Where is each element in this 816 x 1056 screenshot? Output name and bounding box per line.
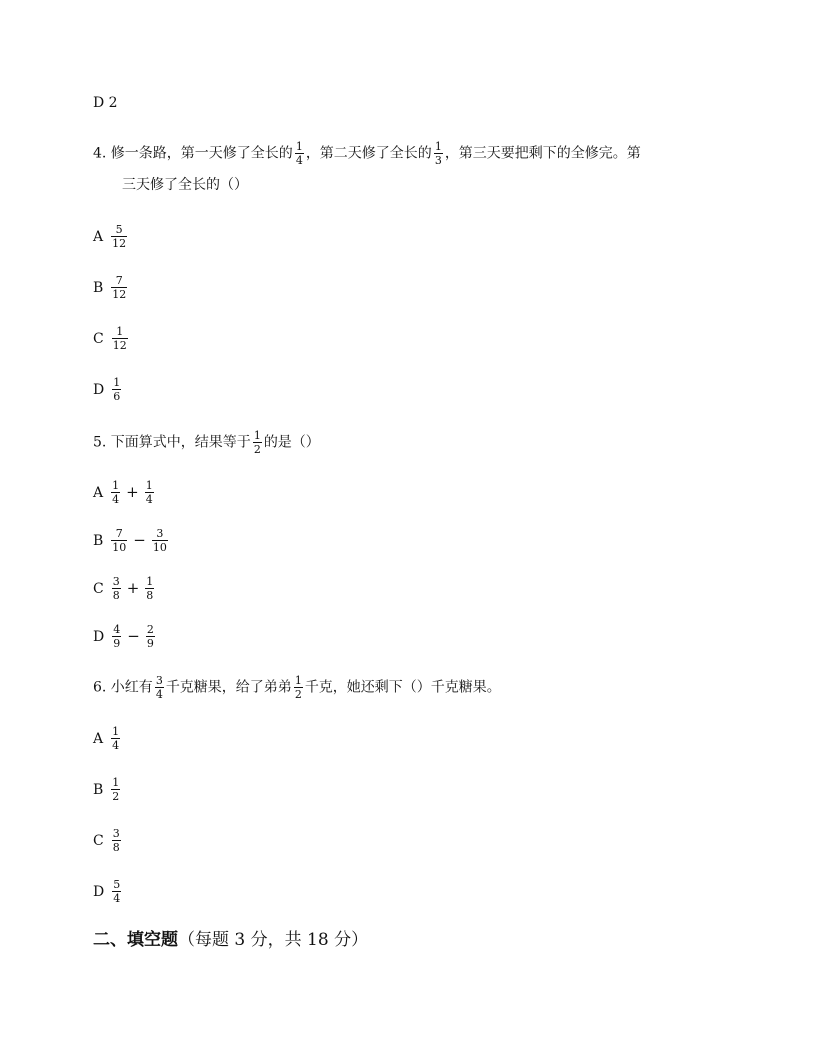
q5-option-c: C $\frac{3}{8}$ + $\frac{1}{8}$ [93, 575, 154, 602]
q6-stem-fraction-2: $\frac{1}{2}$ [294, 674, 302, 701]
q5-stem [93, 430, 320, 455]
q6-option-d-fraction: $\frac{5}{4}$ [113, 878, 121, 905]
q6-stem-fraction-1: $\frac{3}{4}$ [155, 674, 163, 701]
q5-option-a-fraction-1: $\frac{1}{4}$ [112, 479, 120, 506]
q6-option-b: B $\frac{1}{2}$ [93, 776, 120, 803]
q4-stem-line-2: 三天修了全长的（） [122, 177, 248, 193]
q5-option-c-operator: + [126, 578, 140, 597]
q4-option-d-fraction: $\frac{1}{6}$ [113, 376, 121, 403]
q6-option-c: C $\frac{3}{8}$ [93, 827, 120, 854]
q4-option-c: C $\frac{1}{12}$ [93, 325, 127, 352]
q5-option-d-fraction-1: $\frac{4}{9}$ [113, 623, 121, 650]
q6-option-c-fraction: $\frac{3}{8}$ [112, 827, 120, 854]
q5-option-c-fraction-1: $\frac{3}{8}$ [112, 575, 120, 602]
q5-option-a: A $\frac{1}{4}$ + $\frac{1}{4}$ [93, 479, 153, 506]
q5-option-b: B $\frac{7}{10}$ − $\frac{3}{10}$ [93, 527, 167, 554]
q5-stem-text-1: 5. 下面算式中，结果等于 [93, 434, 251, 451]
q4-stem-text-1: 4. 修一条路，第一天修了全长的 [93, 145, 293, 162]
q4-stem-fraction-2: $\frac{1}{3}$ [434, 140, 442, 167]
q4-option-a-fraction: $\frac{5}{12}$ [112, 223, 127, 250]
q5-option-b-fraction-1: $\frac{7}{10}$ [112, 527, 127, 554]
q4-option-d: D $\frac{1}{6}$ [93, 376, 121, 403]
q4-stem-text-3: ，第三天要把剩下的全修完。第 [444, 145, 641, 162]
q6-option-d: D $\frac{5}{4}$ [93, 878, 121, 905]
q6-stem [93, 675, 501, 700]
section-2-heading [93, 929, 368, 951]
q4-option-b: B $\frac{7}{12}$ [93, 274, 127, 301]
q5-option-d-fraction-2: $\frac{2}{9}$ [146, 623, 154, 650]
q6-option-a-fraction: $\frac{1}{4}$ [112, 725, 120, 752]
q4-stem [93, 141, 641, 166]
q4-stem-text-2: ，第二天修了全长的 [305, 145, 432, 162]
section-2-title: 二、填空题 [93, 930, 178, 950]
q4-option-b-fraction: $\frac{7}{12}$ [112, 274, 127, 301]
q5-option-d-operator: − [127, 626, 140, 645]
q4-option-c-fraction: $\frac{1}{12}$ [112, 325, 127, 352]
q5-stem-fraction: $\frac{1}{2}$ [253, 429, 261, 456]
q3-option-d: D 2 [93, 95, 118, 111]
q5-option-d: D $\frac{4}{9}$ − $\frac{2}{9}$ [93, 623, 154, 650]
q4-option-a: A $\frac{5}{12}$ [93, 223, 127, 250]
q6-stem-text-1: 6. 小红有 [93, 679, 153, 696]
q5-option-a-fraction-2: $\frac{1}{4}$ [145, 479, 153, 506]
q4-stem-fraction-1: $\frac{1}{4}$ [295, 140, 303, 167]
q5-option-c-fraction-2: $\frac{1}{8}$ [146, 575, 154, 602]
q5-option-b-fraction-2: $\frac{3}{10}$ [152, 527, 167, 554]
q5-stem-text-2: 的是（） [263, 434, 320, 451]
q5-option-a-operator: + [126, 482, 139, 501]
q6-stem-text-2: 千克糖果，给了弟弟 [165, 679, 292, 696]
section-2-note: （每题 3 分，共 18 分） [178, 930, 369, 950]
q6-option-b-fraction: $\frac{1}{2}$ [112, 776, 120, 803]
q6-option-a: A $\frac{1}{4}$ [93, 725, 120, 752]
q5-option-b-operator: − [133, 530, 146, 549]
q6-stem-text-3: 千克，她还剩下（）千克糖果。 [304, 679, 501, 696]
